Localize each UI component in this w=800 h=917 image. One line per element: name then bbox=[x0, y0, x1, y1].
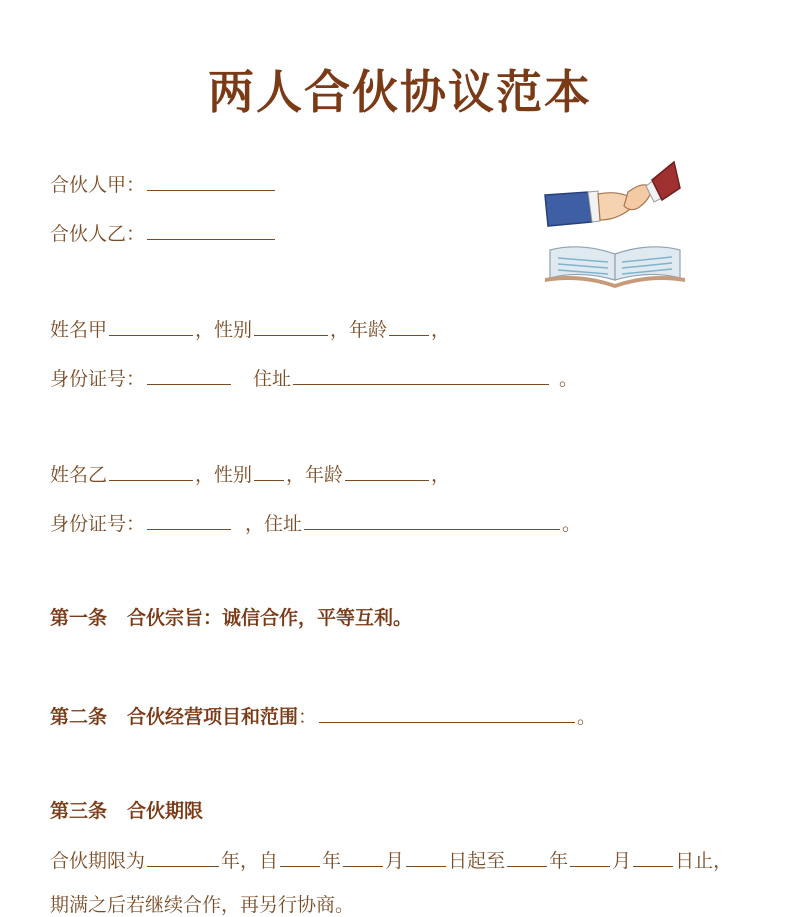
person-a-name-blank[interactable] bbox=[109, 317, 193, 336]
person-a-line1 bbox=[50, 317, 450, 342]
start-day-blank[interactable] bbox=[406, 848, 446, 867]
person-b-age-label: ，年龄 bbox=[286, 464, 344, 486]
end-year-blank[interactable] bbox=[507, 848, 547, 867]
article-1-number: 第一条 bbox=[50, 607, 108, 629]
person-a-id-blank[interactable] bbox=[147, 366, 231, 385]
term-label: 合伙期限为 bbox=[50, 850, 146, 872]
end-year-unit: 年 bbox=[549, 850, 569, 872]
article-3-text: 合伙期限 bbox=[127, 800, 204, 822]
term-years-blank[interactable] bbox=[147, 848, 219, 867]
person-a-line2 bbox=[50, 366, 578, 391]
person-a-address-end: 。 bbox=[559, 368, 579, 390]
term-year-unit: 年 bbox=[221, 850, 241, 872]
person-a-age-blank[interactable] bbox=[389, 317, 429, 336]
person-b-end-punct: ， bbox=[431, 464, 451, 486]
handshake-book-icon bbox=[540, 150, 690, 290]
end-day-unit: 日止， bbox=[675, 850, 733, 872]
article-3-term-line bbox=[50, 848, 732, 873]
article-3 bbox=[50, 799, 203, 823]
person-b-line2 bbox=[50, 511, 581, 536]
article-3-number: 第三条 bbox=[50, 800, 108, 822]
person-a-id-label: 身份证号： bbox=[50, 368, 146, 390]
person-b-gender-blank[interactable] bbox=[254, 462, 284, 481]
end-month-unit: 月 bbox=[612, 850, 632, 872]
article-3-continuation: 期满之后若继续合作，再另行协商。 bbox=[50, 894, 355, 916]
person-b-address-end: 。 bbox=[562, 513, 582, 535]
end-month-blank[interactable] bbox=[570, 848, 610, 867]
start-month-blank[interactable] bbox=[343, 848, 383, 867]
person-a-name-label: 姓名甲 bbox=[50, 319, 108, 341]
person-b-id-blank[interactable] bbox=[147, 511, 231, 530]
person-a-age-label: ，年龄 bbox=[330, 319, 388, 341]
start-year-blank[interactable] bbox=[280, 848, 320, 867]
end-day-blank[interactable] bbox=[633, 848, 673, 867]
article-2-colon: ： bbox=[298, 706, 318, 728]
start-year-unit: 年 bbox=[322, 850, 342, 872]
partner-a-blank[interactable] bbox=[147, 172, 275, 191]
partner-b-label: 合伙人乙： bbox=[50, 223, 146, 245]
start-day-unit: 日起至 bbox=[448, 850, 506, 872]
person-b-address-blank[interactable] bbox=[304, 511, 560, 530]
person-b-name-blank[interactable] bbox=[109, 462, 193, 481]
person-b-name-label: 姓名乙 bbox=[50, 464, 108, 486]
partner-a-line bbox=[50, 172, 277, 197]
document-title: 两人合伙协议范本 bbox=[208, 65, 592, 119]
article-2-end: 。 bbox=[577, 706, 597, 728]
person-a-gender-label: ，性别 bbox=[195, 319, 253, 341]
person-b-gender-label: ，性别 bbox=[195, 464, 253, 486]
partner-b-line bbox=[50, 221, 277, 246]
person-b-id-label: 身份证号： bbox=[50, 513, 146, 535]
person-a-address-blank[interactable] bbox=[293, 366, 549, 385]
partner-b-blank[interactable] bbox=[147, 221, 275, 240]
partner-a-label: 合伙人甲： bbox=[50, 174, 146, 196]
person-a-end-punct: ， bbox=[431, 319, 451, 341]
person-b-address-label: ，住址 bbox=[245, 513, 303, 535]
person-b-age-blank[interactable] bbox=[345, 462, 429, 481]
article-1 bbox=[50, 606, 412, 630]
article-1-text: 合伙宗旨：诚信合作，平等互利。 bbox=[127, 607, 413, 629]
article-2-text: 合伙经营项目和范围 bbox=[127, 706, 299, 728]
term-from: ，自 bbox=[240, 850, 279, 872]
person-a-address-label: 住址 bbox=[253, 368, 292, 390]
person-a-gender-blank[interactable] bbox=[254, 317, 328, 336]
person-b-line1 bbox=[50, 462, 450, 487]
article-2-blank[interactable] bbox=[319, 704, 575, 723]
article-2 bbox=[50, 704, 596, 729]
start-month-unit: 月 bbox=[385, 850, 405, 872]
article-2-number: 第二条 bbox=[50, 706, 108, 728]
